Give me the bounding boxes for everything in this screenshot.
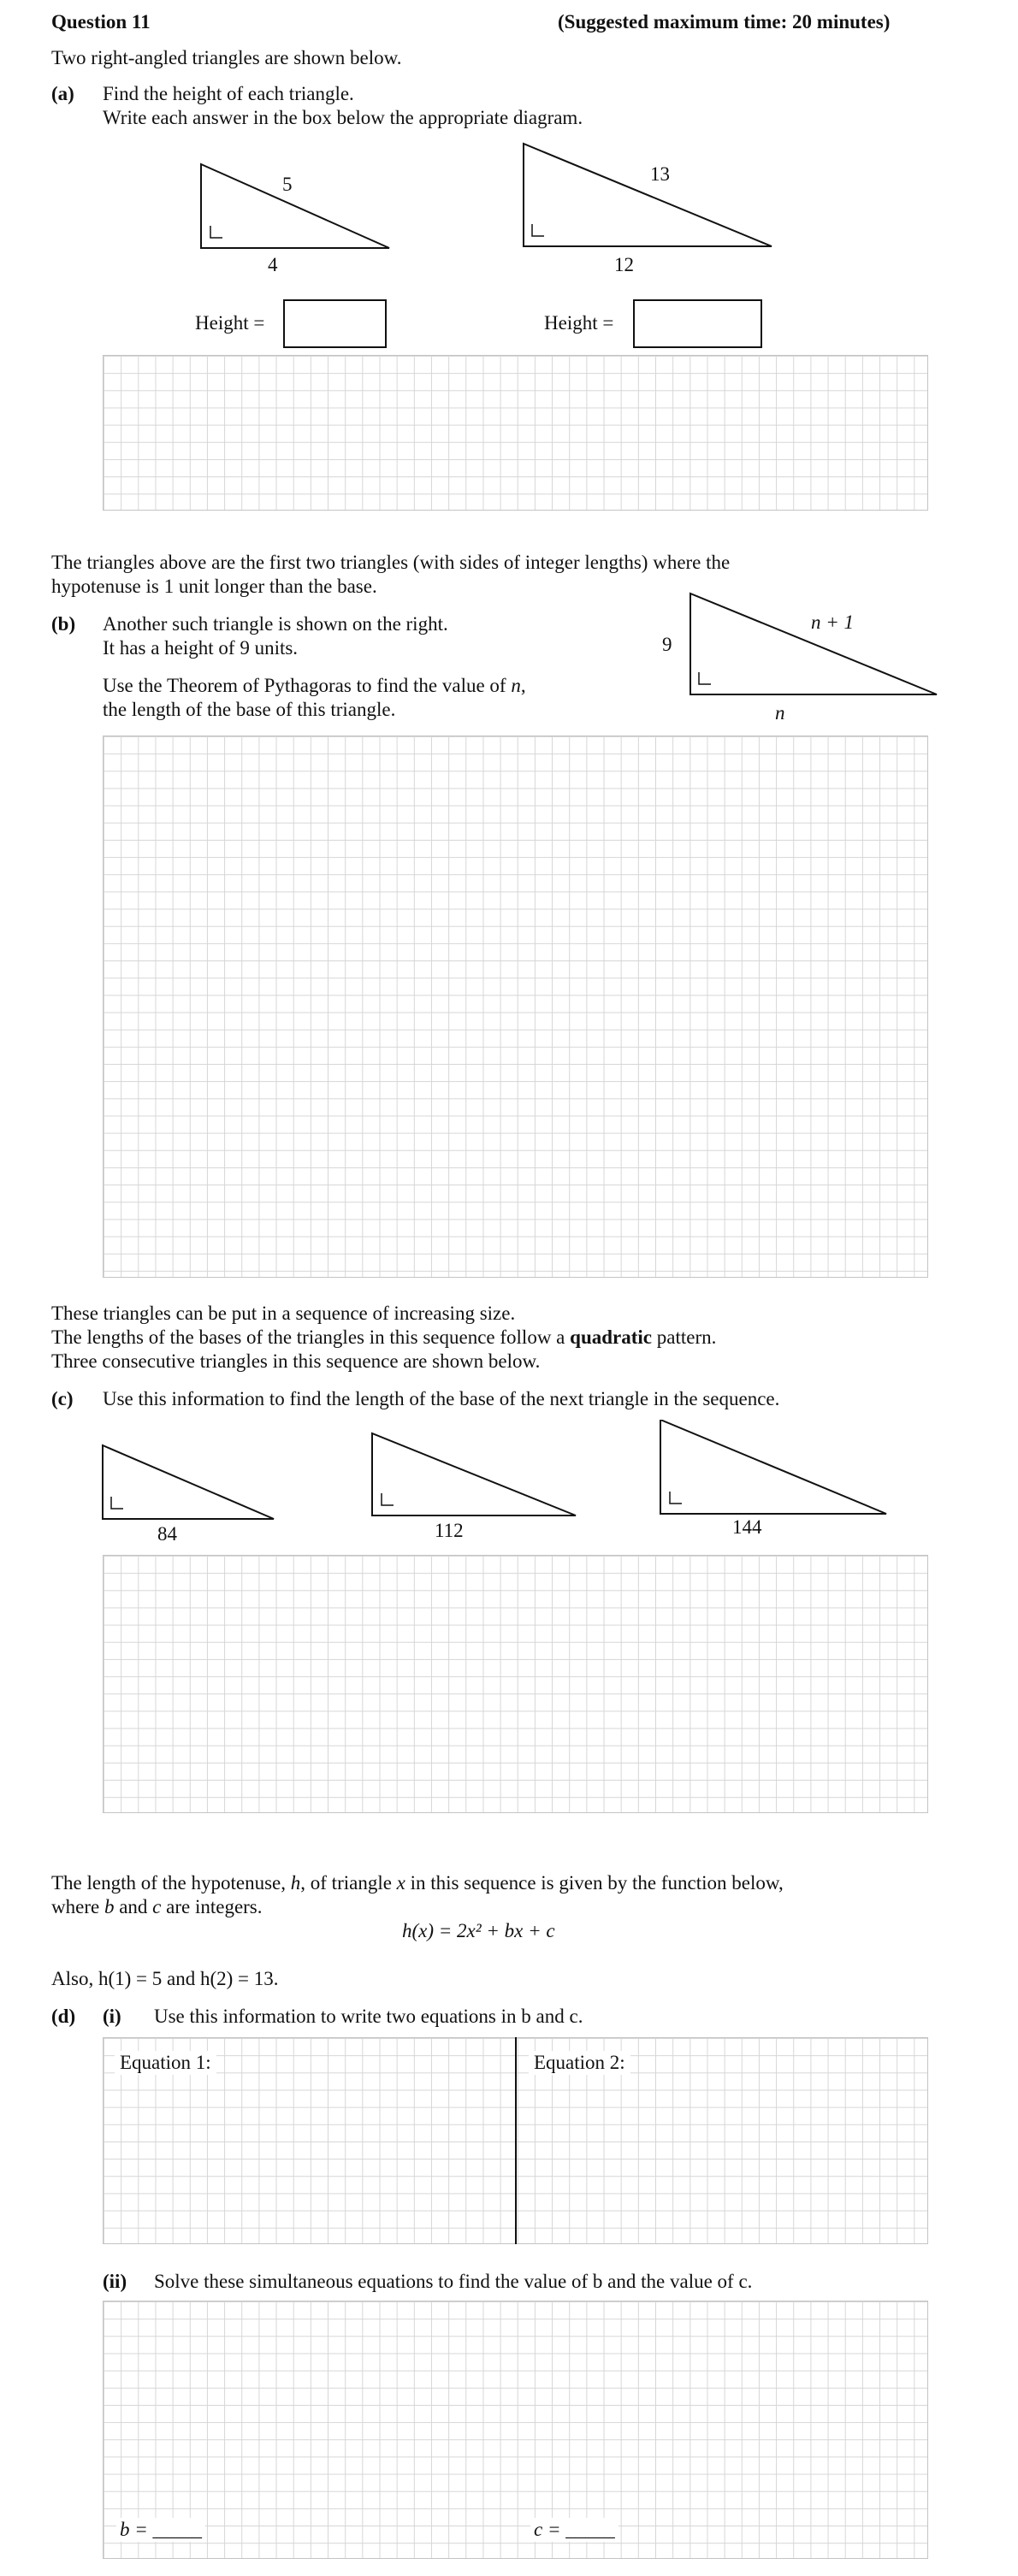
sequence-line3: Three consecutive triangles in this sequence are shown below. — [51, 1350, 541, 1372]
answer-grid-c[interactable] — [103, 1555, 928, 1813]
hyp-text-line2: where b and c are integers. — [51, 1896, 263, 1917]
height-label-2: Height = — [544, 312, 614, 334]
intro-text: Two right-angled triangles are shown below. — [51, 47, 402, 68]
part-d-i-text: Use this information to write two equations in b and c. — [154, 2006, 583, 2027]
equation-divider — [515, 2037, 517, 2244]
part-d-ii-text: Solve these simultaneous equations to find the value of b and the value of c. — [154, 2271, 753, 2292]
part-b-hyp-label: n + 1 — [811, 612, 855, 633]
sequence-triangle-2 — [372, 1433, 576, 1515]
part-d-label: (d) — [51, 2006, 76, 2027]
hyp-formula: h(x) = 2x² + bx + c — [402, 1920, 555, 1941]
part-b-height-label: 9 — [662, 634, 672, 655]
b-answer-line[interactable]: b = _____ — [116, 2518, 205, 2542]
triangle-2 — [524, 144, 772, 246]
answer-grid-d-ii[interactable] — [103, 2301, 928, 2559]
part-b-line2: It has a height of 9 units. — [103, 637, 299, 659]
c-answer-line[interactable]: c = _____ — [530, 2518, 618, 2542]
question-title: Question 11 — [51, 11, 151, 32]
part-b-line3: Use the Theorem of Pythagoras to find the value of n, — [103, 675, 526, 696]
part-b-label: (b) — [51, 613, 76, 635]
part-c-triangles — [0, 1420, 1018, 1539]
hyp-text-line1: The length of the hypotenuse, h, of triangle x in this sequence is given by the function below, — [51, 1872, 784, 1894]
equation-2-label: Equation 2: — [529, 2051, 630, 2075]
triangle-1 — [201, 164, 389, 248]
part-c-label: (c) — [51, 1388, 74, 1409]
part-b-triangle — [676, 582, 950, 718]
base-label-112: 112 — [435, 1520, 464, 1541]
part-a-line1: Find the height of each triangle. — [103, 83, 354, 104]
base-label-84: 84 — [157, 1523, 177, 1545]
height-label-1: Height = — [195, 312, 265, 334]
part-d-i-label: (i) — [103, 2006, 121, 2027]
equation-1-label: Equation 1: — [115, 2051, 216, 2075]
part-a-triangles — [0, 0, 1018, 325]
sequence-line1: These triangles can be put in a sequence of increasing size. — [51, 1303, 516, 1324]
answer-grid-a[interactable] — [103, 355, 928, 511]
tri2-hyp-label: 13 — [650, 163, 670, 185]
tri1-base-label: 4 — [268, 254, 278, 275]
part-b-base-label: n — [775, 702, 785, 724]
base-label-144: 144 — [732, 1516, 762, 1538]
height-answer-box-1[interactable] — [283, 299, 387, 348]
part-b-line4: the length of the base of this triangle. — [103, 699, 396, 720]
also-text: Also, h(1) = 5 and h(2) = 13. — [51, 1968, 279, 1989]
sequence-triangle-1 — [103, 1445, 274, 1519]
part-c-text: Use this information to find the length of the base of the next triangle in the sequence. — [103, 1388, 780, 1409]
interlude-line2: hypotenuse is 1 unit longer than the base. — [51, 576, 377, 597]
part-b-line1: Another such triangle is shown on the right. — [103, 613, 448, 635]
sequence-triangle-3 — [660, 1420, 886, 1514]
height-answer-box-2[interactable] — [633, 299, 762, 348]
time-suggestion: (Suggested maximum time: 20 minutes) — [558, 11, 891, 32]
tri2-base-label: 12 — [614, 254, 634, 275]
part-d-ii-label: (ii) — [103, 2271, 127, 2292]
tri1-hyp-label: 5 — [282, 174, 293, 195]
part-a-label: (a) — [51, 83, 74, 104]
part-a-line2: Write each answer in the box below the appropriate diagram. — [103, 107, 583, 128]
answer-grid-b[interactable] — [103, 736, 928, 1278]
interlude-line1: The triangles above are the first two triangles (with sides of integer lengths) where the — [51, 552, 731, 573]
sequence-line2: The lengths of the bases of the triangles in this sequence follow a quadratic pattern. — [51, 1326, 717, 1348]
